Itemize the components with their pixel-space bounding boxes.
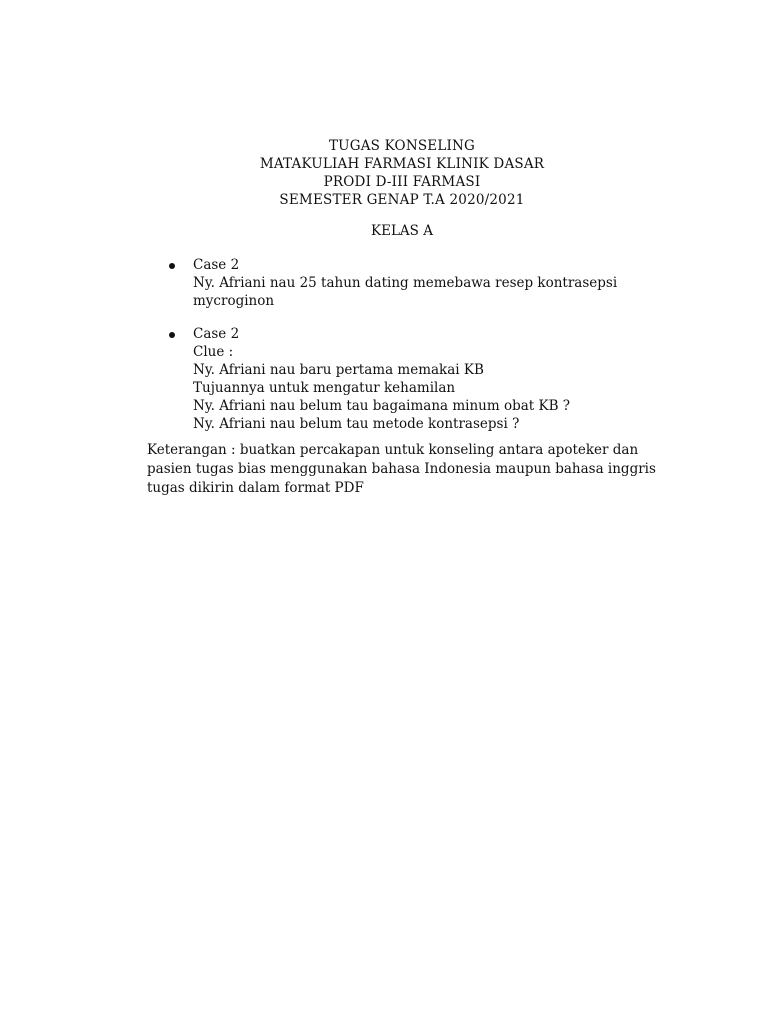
bullet-icon: [169, 332, 175, 338]
clue-line: Ny. Afriani nau belum tau bagaimana minum obat KB ?: [193, 398, 571, 414]
header-course: MATAKULIAH FARMASI KLINIK DASAR: [259, 156, 545, 172]
clue-line: Ny. Afriani nau baru pertama memakai KB: [193, 362, 484, 378]
clue-label: Clue :: [193, 344, 234, 360]
note-line: Keterangan : buatkan percakapan untuk konseling antara apoteker dan: [147, 442, 639, 458]
header-program: PRODI D-III FARMASI: [323, 174, 481, 190]
case-item-2: [193, 325, 653, 433]
document-header: [0, 137, 768, 209]
note-line: tugas dikirin dalam format PDF: [147, 480, 364, 496]
case-title: Case 2: [193, 326, 240, 342]
case-item-1: [193, 256, 653, 310]
header-semester: SEMESTER GENAP T.A 2020/2021: [279, 192, 525, 208]
assignment-note: [147, 441, 656, 498]
clue-line: Tujuannya untuk mengatur kehamilan: [193, 380, 456, 396]
class-label: KELAS A: [371, 223, 433, 239]
note-line: pasien tugas bias menggunakan bahasa Indonesia maupun bahasa inggris: [147, 461, 656, 477]
case-text-line: Ny. Afriani nau 25 tahun dating memebawa resep kontrasepsi: [193, 275, 618, 291]
bullet-icon: [169, 263, 175, 269]
case-title: Case 2: [193, 257, 240, 273]
case-text-line: mycroginon: [193, 293, 275, 309]
clue-line: Ny. Afriani nau belum tau metode kontrasepsi ?: [193, 416, 520, 432]
header-title: TUGAS KONSELING: [328, 138, 476, 154]
